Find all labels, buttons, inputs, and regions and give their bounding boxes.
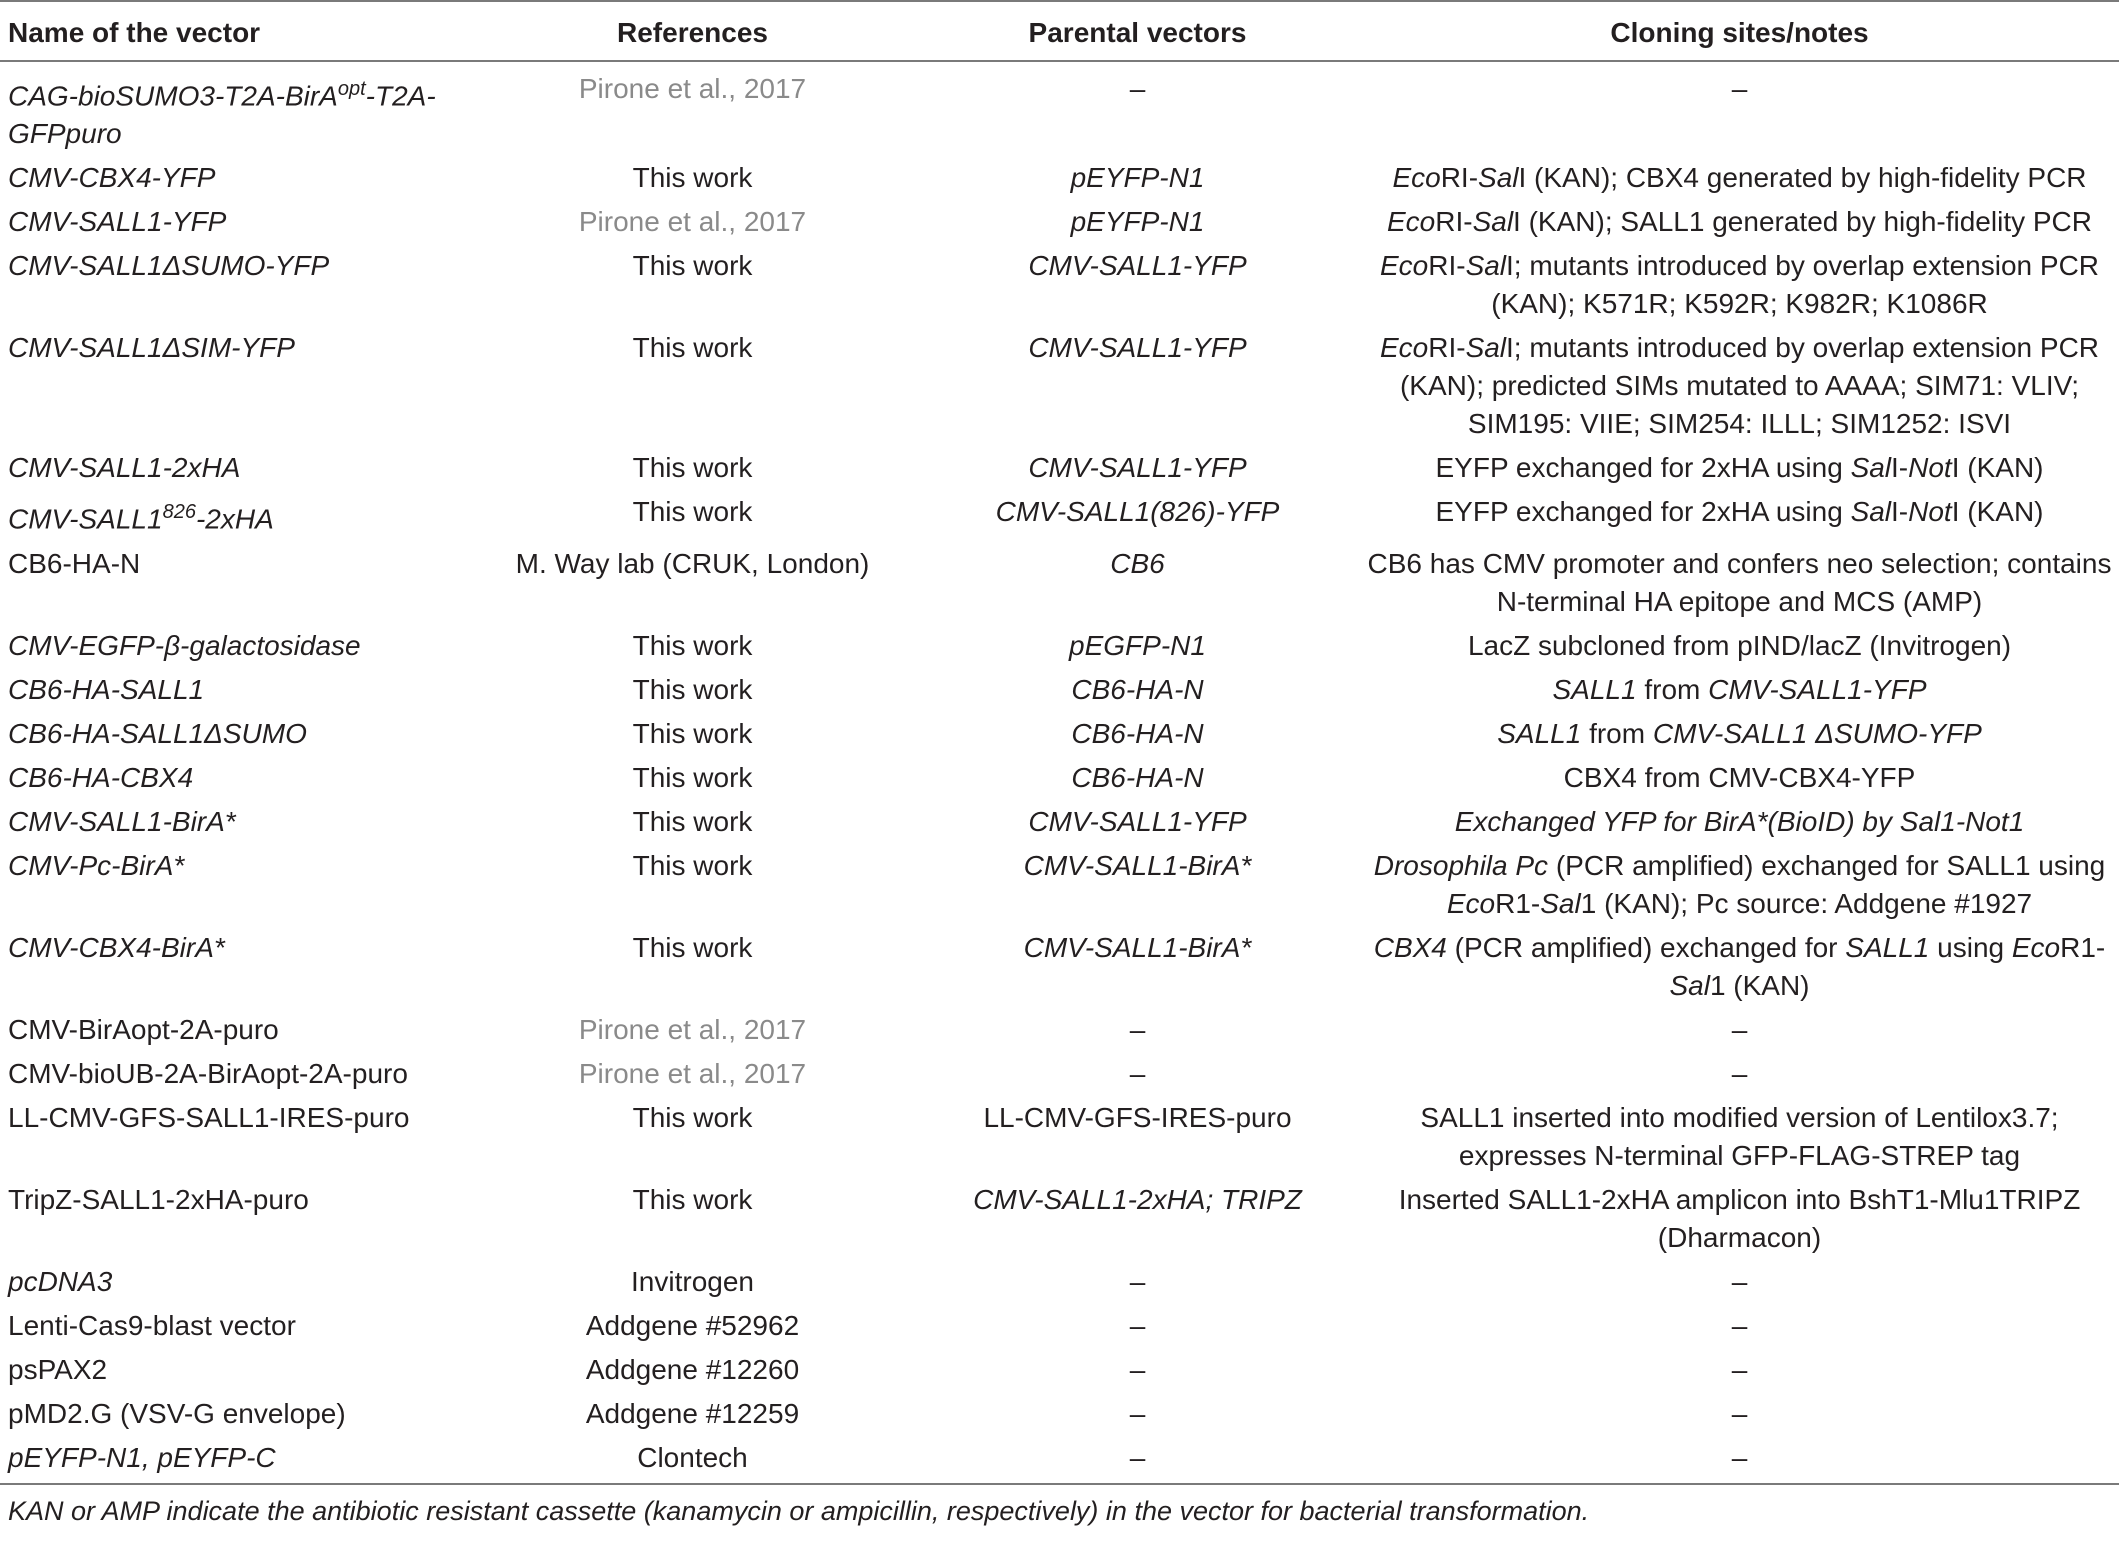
cell-parental-vector: CB6-HA-N	[1071, 717, 1204, 749]
cell-reference: This work	[632, 717, 753, 749]
cell-parental-vector: –	[1129, 73, 1146, 104]
cell-cloning-notes	[1360, 712, 2119, 756]
cell-parental-vector: pEYFP-N1	[1070, 206, 1205, 238]
cell-parental-vector: CMV-SALL1-BirA*	[1023, 931, 1252, 963]
note-fragment: CMV-SALL1-YFP	[1708, 673, 1927, 705]
cell-reference: This work	[632, 162, 753, 194]
cell-vector-name	[0, 61, 470, 156]
header-name: Name of the vector	[8, 17, 261, 48]
note-fragment: (PCR amplified) exchanged for SALL1 using	[1548, 849, 2106, 881]
vector-name-superscript: 826	[162, 501, 196, 524]
note-fragment: SALL1	[1845, 931, 1930, 963]
cell-cloning-notes: –	[1731, 1057, 1748, 1089]
note-fragment: Sal	[1850, 452, 1892, 484]
vector-name-text: CMV-SALL1ΔSUMO-YFP	[8, 250, 330, 282]
cell-parental-vector: CB6	[1110, 547, 1165, 579]
cell-vector-name	[0, 1178, 470, 1260]
note-fragment: Drosophila Pc	[1373, 849, 1549, 881]
table-row	[0, 326, 2119, 446]
cell-parental-vector: CMV-SALL1(826)-YFP	[995, 496, 1280, 528]
cell-cloning-notes: Inserted SALL1-2xHA amplicon into BshT1-Mlu1TRIPZ (Dharmacon)	[1398, 1183, 2081, 1253]
note-fragment: Exchanged YFP for BirA*(BioID) by Sal1-Not1	[1454, 805, 2025, 837]
cell-cloning-notes: –	[1731, 1265, 1748, 1297]
cell-cloning-notes: –	[1731, 1397, 1748, 1429]
cell-parental-vector: CMV-SALL1-YFP	[1028, 332, 1247, 364]
cell-reference: This work	[632, 761, 753, 793]
cell-reference: This work	[632, 496, 753, 528]
table-row	[0, 844, 2119, 926]
cell-parental-vector: –	[1129, 1013, 1146, 1045]
note-fragment: SALL1	[1552, 673, 1637, 705]
cell-reference: This work	[632, 250, 753, 282]
cell-vector-name	[0, 1008, 470, 1052]
cell-reference: This work	[632, 1183, 753, 1215]
cell-reference: Addgene #52962	[585, 1309, 800, 1341]
note-fragment: EYFP exchanged for 2xHA using	[1435, 496, 1851, 528]
cell-vector-name	[0, 1436, 470, 1484]
cell-reference: Clontech	[637, 1441, 748, 1473]
cell-parental-vector: pEGFP-N1	[1069, 629, 1206, 661]
vector-name-text: CAG-bioSUMO3-T2A-BirA	[8, 80, 338, 112]
note-fragment: Sal	[1478, 162, 1519, 194]
cell-parental-vector: CMV-SALL1-2xHA; TRIPZ	[973, 1183, 1302, 1215]
table-row	[0, 712, 2119, 756]
cell-reference: This work	[632, 673, 753, 705]
header-references: References	[617, 17, 768, 48]
note-fragment: Eco	[1446, 887, 1496, 919]
note-fragment: using	[1929, 931, 2012, 963]
cell-cloning-notes: SALL1 inserted into modified version of Lentilox3.7; expresses N-terminal GFP-FLAG-STREP tag	[1420, 1101, 2059, 1171]
cell-vector-name	[0, 668, 470, 712]
cell-reference: This work	[632, 805, 753, 837]
table-footnote: KAN or AMP indicate the antibiotic resistant cassette (kanamycin or ampicillin, respectively) in the vector for bacterial transformation.	[8, 1495, 1590, 1526]
cell-cloning-notes	[1360, 668, 2119, 712]
cell-cloning-notes	[1360, 490, 2119, 541]
note-fragment: (PCR amplified) exchanged for	[1446, 931, 1846, 963]
cell-parental-vector: –	[1129, 1441, 1146, 1473]
cell-reference: Pirone et al., 2017	[578, 73, 807, 104]
vector-name-text: CB6-HA-SALL1	[8, 673, 205, 705]
cell-vector-name	[0, 712, 470, 756]
cell-vector-name	[0, 1096, 470, 1178]
cell-vector-name	[0, 446, 470, 490]
cell-cloning-notes	[1360, 844, 2119, 926]
vector-name-suffix: -T2A-GFPpuro	[8, 80, 436, 150]
note-fragment: I (KAN); SALL1 generated by high-fidelity PCR	[1513, 206, 2092, 238]
cell-vector-name	[0, 1392, 470, 1436]
cell-vector-name	[0, 244, 470, 326]
cell-vector-name	[0, 800, 470, 844]
vector-name-text: TripZ-SALL1-2xHA-puro	[8, 1183, 309, 1215]
note-fragment: Eco	[2011, 931, 2061, 963]
cell-vector-name	[0, 756, 470, 800]
note-fragment: Sal	[1472, 206, 1514, 238]
cell-cloning-notes	[1360, 800, 2119, 844]
note-fragment: Eco	[1392, 162, 1441, 194]
cell-vector-name	[0, 490, 470, 541]
table-row	[0, 1178, 2119, 1260]
table-row	[0, 1436, 2119, 1484]
cell-cloning-notes: –	[1731, 1441, 1748, 1473]
vector-name-text: CMV-SALL1-BirA*	[8, 805, 236, 837]
note-fragment: CBX4	[1373, 931, 1447, 963]
cell-parental-vector: –	[1129, 1309, 1146, 1341]
cell-reference: Addgene #12259	[585, 1397, 800, 1429]
note-fragment: Eco	[1379, 250, 1429, 282]
cell-cloning-notes: CB6 has CMV promoter and confers neo selection; contains N-terminal HA epitope and MCS (AMP)	[1367, 547, 2112, 617]
table-row	[0, 244, 2119, 326]
cell-cloning-notes	[1360, 200, 2119, 244]
table-row	[0, 1008, 2119, 1052]
vector-name-text: CMV-BirAopt-2A-puro	[8, 1013, 279, 1045]
cell-reference: This work	[632, 452, 753, 484]
note-fragment: RI-	[1428, 250, 1466, 282]
vector-name-text: psPAX2	[8, 1353, 108, 1385]
cell-vector-name	[0, 542, 470, 624]
table-row	[0, 200, 2119, 244]
vector-name-text: pMD2.G (VSV-G envelope)	[8, 1397, 346, 1429]
table-row	[0, 61, 2119, 156]
cell-cloning-notes	[1360, 326, 2119, 446]
note-fragment: Not	[1908, 452, 1952, 484]
note-fragment: I-	[1891, 452, 1909, 484]
cell-reference: Addgene #12260	[585, 1353, 800, 1385]
cell-cloning-notes: LacZ subcloned from pIND/lacZ (Invitrogen)	[1467, 629, 2012, 661]
cell-parental-vector: –	[1129, 1057, 1146, 1089]
vector-name-text: CMV-bioUB-2A-BirAopt-2A-puro	[8, 1057, 408, 1089]
vector-name-text: CMV-SALL1ΔSIM-YFP	[8, 332, 295, 364]
cell-cloning-notes: –	[1731, 1309, 1748, 1341]
vector-name-text: CB6-HA-N	[8, 547, 141, 579]
note-fragment: Eco	[1387, 206, 1436, 238]
cell-cloning-notes	[1360, 156, 2119, 200]
header-parental-vectors: Parental vectors	[1028, 17, 1247, 48]
note-fragment: 1 (KAN)	[1709, 969, 1810, 1001]
cell-reference: This work	[632, 849, 753, 881]
cell-vector-name	[0, 156, 470, 200]
cell-cloning-notes: –	[1731, 1013, 1748, 1045]
cell-vector-name	[0, 844, 470, 926]
cell-parental-vector: LL-CMV-GFS-IRES-puro	[983, 1101, 1292, 1133]
cell-cloning-notes: CBX4 from CMV-CBX4-YFP	[1563, 761, 1916, 793]
table-row	[0, 156, 2119, 200]
cell-parental-vector: CMV-SALL1-YFP	[1028, 452, 1247, 484]
note-fragment: Sal	[1669, 969, 1710, 1001]
table-row	[0, 624, 2119, 668]
cell-parental-vector: pEYFP-N1	[1070, 162, 1205, 194]
cell-vector-name	[0, 326, 470, 446]
note-fragment: R1-	[1495, 887, 1541, 919]
note-fragment: I (KAN); CBX4 generated by high-fidelity PCR	[1518, 162, 2087, 194]
note-fragment: I; mutants introduced by overlap extension PCR (KAN); predicted SIMs mutated to AAAA; SIM71: VLIV; SIM195: VIIE; SIM254: ILLL; SIM1252: ISVI	[1399, 332, 2100, 440]
vector-name-text: CMV-SALL1-2xHA	[8, 452, 241, 484]
vector-name-superscript: opt	[337, 78, 366, 100]
cell-cloning-notes	[1360, 926, 2119, 1008]
cell-cloning-notes	[1360, 446, 2119, 490]
note-fragment: I; mutants introduced by overlap extension PCR (KAN); K571R; K592R; K982R; K1086R	[1491, 250, 2100, 320]
cell-vector-name	[0, 926, 470, 1008]
vector-name-text: CMV-CBX4-YFP	[8, 162, 216, 194]
cell-reference: Pirone et al., 2017	[578, 1013, 807, 1045]
cell-reference: This work	[632, 332, 753, 364]
note-fragment: EYFP exchanged for 2xHA using	[1435, 452, 1851, 484]
cell-reference: Invitrogen	[631, 1265, 754, 1297]
cell-vector-name	[0, 1260, 470, 1304]
table-row	[0, 800, 2119, 844]
note-fragment: RI-	[1435, 206, 1473, 238]
cell-reference: Pirone et al., 2017	[578, 1057, 807, 1089]
table-row	[0, 1392, 2119, 1436]
cell-parental-vector: CMV-SALL1-BirA*	[1023, 849, 1252, 881]
table-row	[0, 1052, 2119, 1096]
note-fragment: I (KAN)	[1951, 496, 2044, 528]
cell-parental-vector: CMV-SALL1-YFP	[1028, 250, 1247, 282]
cell-parental-vector: –	[1129, 1265, 1146, 1297]
table-row	[0, 1304, 2119, 1348]
vector-name-text: CMV-CBX4-BirA*	[8, 931, 225, 963]
note-fragment: Sal	[1465, 332, 1507, 364]
vector-name-text: CMV-SALL1-YFP	[8, 206, 227, 238]
table-row	[0, 668, 2119, 712]
note-fragment: Sal	[1850, 496, 1892, 528]
table-row	[0, 490, 2119, 541]
note-fragment: SALL1	[1497, 717, 1582, 749]
cell-cloning-notes: –	[1731, 73, 1748, 104]
table-body	[0, 61, 2119, 1484]
cell-parental-vector: CB6-HA-N	[1071, 761, 1204, 793]
cell-cloning-notes: –	[1731, 1353, 1748, 1385]
note-fragment: Sal	[1465, 250, 1507, 282]
note-fragment: from	[1636, 673, 1709, 705]
table-row	[0, 1348, 2119, 1392]
vector-name-text: LL-CMV-GFS-SALL1-IRES-puro	[8, 1101, 410, 1133]
cell-reference: This work	[632, 931, 753, 963]
cell-vector-name	[0, 624, 470, 668]
cell-parental-vector: –	[1129, 1353, 1146, 1385]
vector-name-text: CMV-SALL1	[8, 503, 163, 535]
cell-vector-name	[0, 1304, 470, 1348]
note-fragment: CMV-SALL1 ΔSUMO-YFP	[1652, 717, 1982, 749]
cell-parental-vector: CMV-SALL1-YFP	[1028, 805, 1247, 837]
cell-reference: M. Way lab (CRUK, London)	[515, 547, 870, 579]
cell-reference: This work	[632, 629, 753, 661]
note-fragment: Not	[1908, 496, 1952, 528]
table-row	[0, 1096, 2119, 1178]
cell-vector-name	[0, 200, 470, 244]
vector-name-text: CB6-HA-SALL1ΔSUMO	[8, 717, 307, 749]
vector-name-text: Lenti-Cas9-blast vector	[8, 1309, 296, 1341]
cell-parental-vector: CB6-HA-N	[1071, 673, 1204, 705]
note-fragment: RI-	[1428, 332, 1466, 364]
note-fragment: I-	[1891, 496, 1909, 528]
cell-vector-name	[0, 1052, 470, 1096]
vector-name-text: CMV-Pc-BirA*	[8, 849, 185, 881]
note-fragment: Sal	[1540, 887, 1581, 919]
header-cloning-sites: Cloning sites/notes	[1610, 17, 1869, 48]
table-row	[0, 926, 2119, 1008]
cell-cloning-notes	[1360, 244, 2119, 326]
note-fragment: R1-	[2060, 931, 2106, 963]
vector-name-text: pEYFP-N1, pEYFP-C	[8, 1441, 276, 1473]
table-row	[0, 1260, 2119, 1304]
vector-name-suffix: -2xHA	[195, 503, 274, 535]
vector-name-text: CMV-EGFP-β-galactosidase	[8, 629, 361, 661]
table-header	[0, 1, 2119, 61]
table-row	[0, 542, 2119, 624]
cell-reference: Pirone et al., 2017	[578, 206, 807, 238]
cell-reference: This work	[632, 1101, 753, 1133]
note-fragment: Eco	[1379, 332, 1429, 364]
note-fragment: from	[1581, 717, 1653, 749]
vector-name-text: pcDNA3	[8, 1265, 113, 1297]
note-fragment: 1 (KAN); Pc source: Addgene #1927	[1580, 887, 2033, 919]
vector-name-text: CB6-HA-CBX4	[8, 761, 194, 793]
cell-parental-vector: –	[1129, 1397, 1146, 1429]
note-fragment: RI-	[1440, 162, 1479, 194]
table-row	[0, 756, 2119, 800]
cell-vector-name	[0, 1348, 470, 1392]
table-row	[0, 446, 2119, 490]
note-fragment: I (KAN)	[1951, 452, 2044, 484]
header-row	[0, 1, 2119, 61]
